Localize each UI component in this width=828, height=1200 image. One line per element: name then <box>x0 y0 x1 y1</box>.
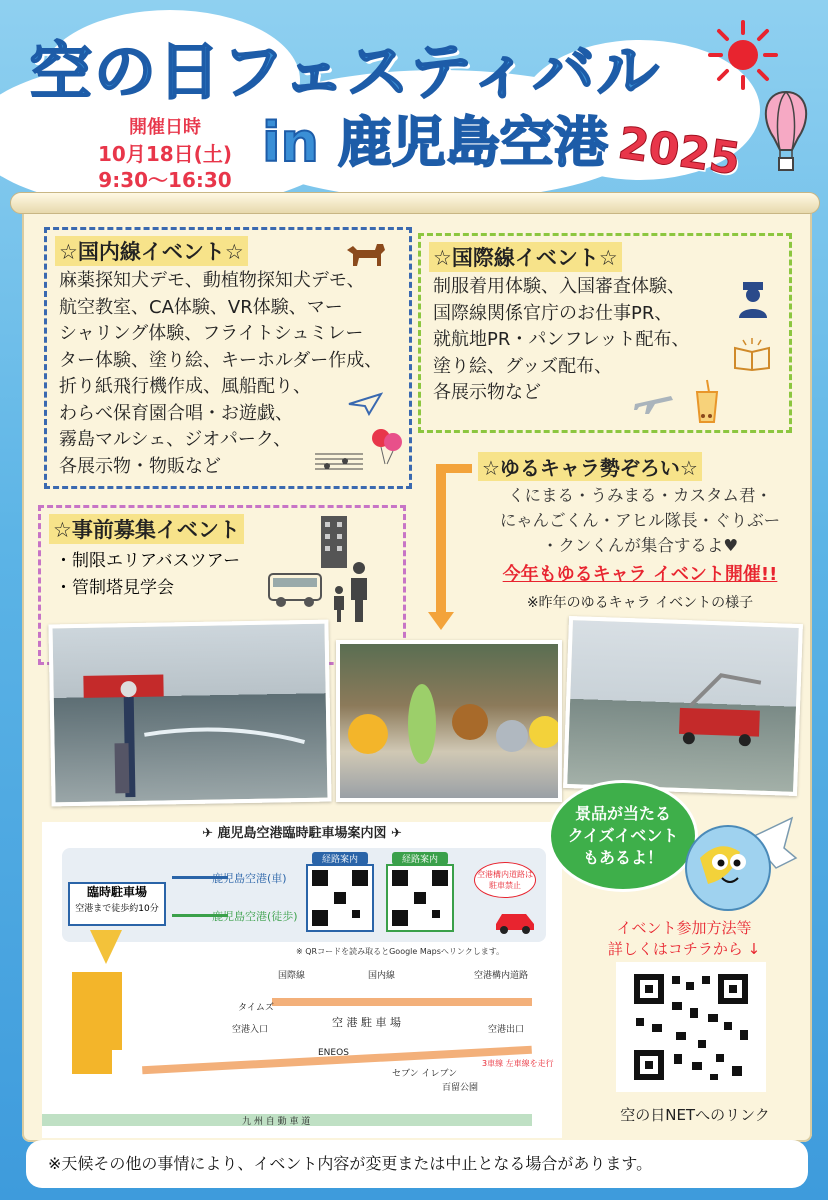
pre-registration-title: ☆事前募集イベント <box>49 514 244 544</box>
date-value: 10月18日(土) <box>98 142 232 166</box>
quiz-line: クイズイベント <box>567 826 679 845</box>
international-events-box <box>418 233 792 433</box>
join-line: 詳しくはコチラから ↓ <box>607 940 761 958</box>
photo-yuru-chara-event <box>336 640 562 802</box>
parking-lot-area <box>72 1032 112 1074</box>
book-icon <box>731 336 773 372</box>
yuru-chara-section <box>470 452 810 612</box>
photo-fire-truck-demo <box>48 620 331 807</box>
family-icon <box>329 560 373 622</box>
entrance-label: 空港入口 <box>232 1025 269 1035</box>
parking-map <box>42 822 562 1138</box>
music-notes-icon <box>315 448 363 474</box>
times-label: タイムズ <box>238 1003 274 1013</box>
list-item: 就航地PR・パンフレット配布、 <box>433 329 690 350</box>
sun-icon <box>708 20 778 90</box>
join-line: イベント参加方法等 <box>616 919 752 937</box>
list-item: 制服着用体験、入国審査体験、 <box>433 276 685 297</box>
domestic-events-box <box>44 227 412 489</box>
list-item: 航空教室、CA体験、VR体験、マー <box>59 296 343 318</box>
yuru-chara-title: ☆ゆるキャラ勢ぞろい☆ <box>478 452 702 481</box>
list-item: シャリング体験、フライトシュミレー <box>59 323 364 344</box>
balloons-icon <box>369 426 405 466</box>
qr-note: ※ QRコードを読み取るとGoogle Mapsへリンクします。 <box>296 947 505 956</box>
international-events-title: ☆国際線イベント☆ <box>429 242 622 272</box>
route-walk-label: 鹿児島空港(徒歩) <box>212 910 298 923</box>
inner-road-label: 空港構内道路 <box>474 971 529 981</box>
expressway-label: 九 州 自 動 車 道 <box>242 1117 311 1127</box>
route-car-label: 鹿児島空港(車) <box>212 872 287 885</box>
seven-eleven-label: セブン イレブン <box>392 1069 458 1079</box>
list-item: ・管制塔見学会 <box>55 578 174 598</box>
yuru-chara-note: ※昨年のゆるキャラ イベントの様子 <box>526 595 754 611</box>
no-parking-note: 空港構内道路は駐車禁止 <box>474 862 536 898</box>
lane-note: 3車線 左車線を走行 <box>482 1059 554 1068</box>
list-item: 各展示物など <box>433 382 541 403</box>
time-value: 9:30～16:30 <box>98 168 232 192</box>
festival-subtitle: in 鹿児島空港 <box>262 111 608 174</box>
date-label: 開催日時 <box>129 117 201 138</box>
photo-fire-truck-spray <box>563 616 803 796</box>
temporary-parking-label <box>68 882 166 926</box>
parking-lot-label: 空 港 駐 車 場 <box>332 1016 401 1029</box>
domestic-events-title: ☆国内線イベント☆ <box>55 236 248 266</box>
qr-caption: 経路案内 <box>392 852 448 865</box>
yuru-chara-list <box>470 483 810 558</box>
exit-label: 空港出口 <box>488 1025 525 1035</box>
list-item: 麻薬探知犬デモ、動植物探知犬デモ、 <box>59 270 365 291</box>
qr-caption: 経路案内 <box>312 852 368 865</box>
list-item: ・制限エリアバスツアー <box>55 551 241 571</box>
car-icon <box>492 906 538 934</box>
event-date <box>70 115 260 193</box>
quiz-event-badge <box>548 780 698 892</box>
site-link-caption[interactable]: 空の日NETへのリンク <box>620 1106 770 1124</box>
parking-title: 臨時駐車場 <box>86 885 147 899</box>
disclaimer-footer: ※天候その他の事情により、イベント内容が変更または中止となる場合があります。 <box>26 1140 808 1188</box>
quiz-line: もあるよ！ <box>582 848 663 867</box>
quiz-line: 景品が当たる <box>574 804 671 823</box>
bus-icon <box>267 570 323 610</box>
eneos-label: ENEOS <box>318 1048 349 1058</box>
momiji-label: 百留公園 <box>442 1083 479 1093</box>
map-title: ✈ 鹿児島空港臨時駐車場案内図 ✈ <box>202 826 402 841</box>
hot-air-balloon-icon <box>758 88 814 178</box>
drink-icon <box>691 378 723 424</box>
road <box>272 998 532 1006</box>
airplane-icon <box>631 386 675 416</box>
qr-code-icon[interactable] <box>386 855 454 932</box>
dog-icon <box>343 236 387 268</box>
qr-code-icon[interactable] <box>306 855 374 932</box>
list-item: 各展示物・物販など <box>59 455 221 477</box>
list-item: わらべ保育園合唱・お遊戯、 <box>59 402 293 424</box>
list-item: 国際線関係官庁のお仕事PR、 <box>433 302 673 324</box>
paper-plane-icon <box>347 392 383 416</box>
intl-terminal-label: 国際線 <box>278 971 306 981</box>
arrow-down-icon <box>428 612 454 630</box>
festival-year: 2025 <box>615 117 744 186</box>
list-item: 塗り絵、グッズ配布、 <box>433 355 613 377</box>
scroll-roll <box>10 192 820 214</box>
list-item: ター体験、塗り絵、キーホルダー作成、 <box>59 349 383 371</box>
earth-mascot-icon <box>680 808 800 918</box>
yuru-chara-highlight: 今年もゆるキャラ イベント開催!! <box>502 564 778 585</box>
festival-title: 空の日フェスティバル <box>30 35 661 108</box>
parking-pointer <box>90 930 122 964</box>
dom-terminal-label: 国内線 <box>368 971 396 981</box>
parking-subtitle: 空港まで徒歩約10分 <box>75 904 159 914</box>
join-info <box>574 918 794 960</box>
qr-code-icon[interactable] <box>616 962 766 1092</box>
arrow-connector <box>436 464 446 620</box>
list-item: 折り紙飛行機作成、風船配り、 <box>59 376 311 397</box>
list-item: ・クンくんが集合するよ♥ <box>541 536 739 555</box>
list-item: 霧島マルシェ、ジオパーク、 <box>59 429 292 450</box>
list-item: にゃんごくん・アヒル隊長・ぐりぶー <box>499 511 781 530</box>
list-item: くにまる・うみまる・カスタム君・ <box>508 486 772 505</box>
officer-icon <box>733 278 773 318</box>
